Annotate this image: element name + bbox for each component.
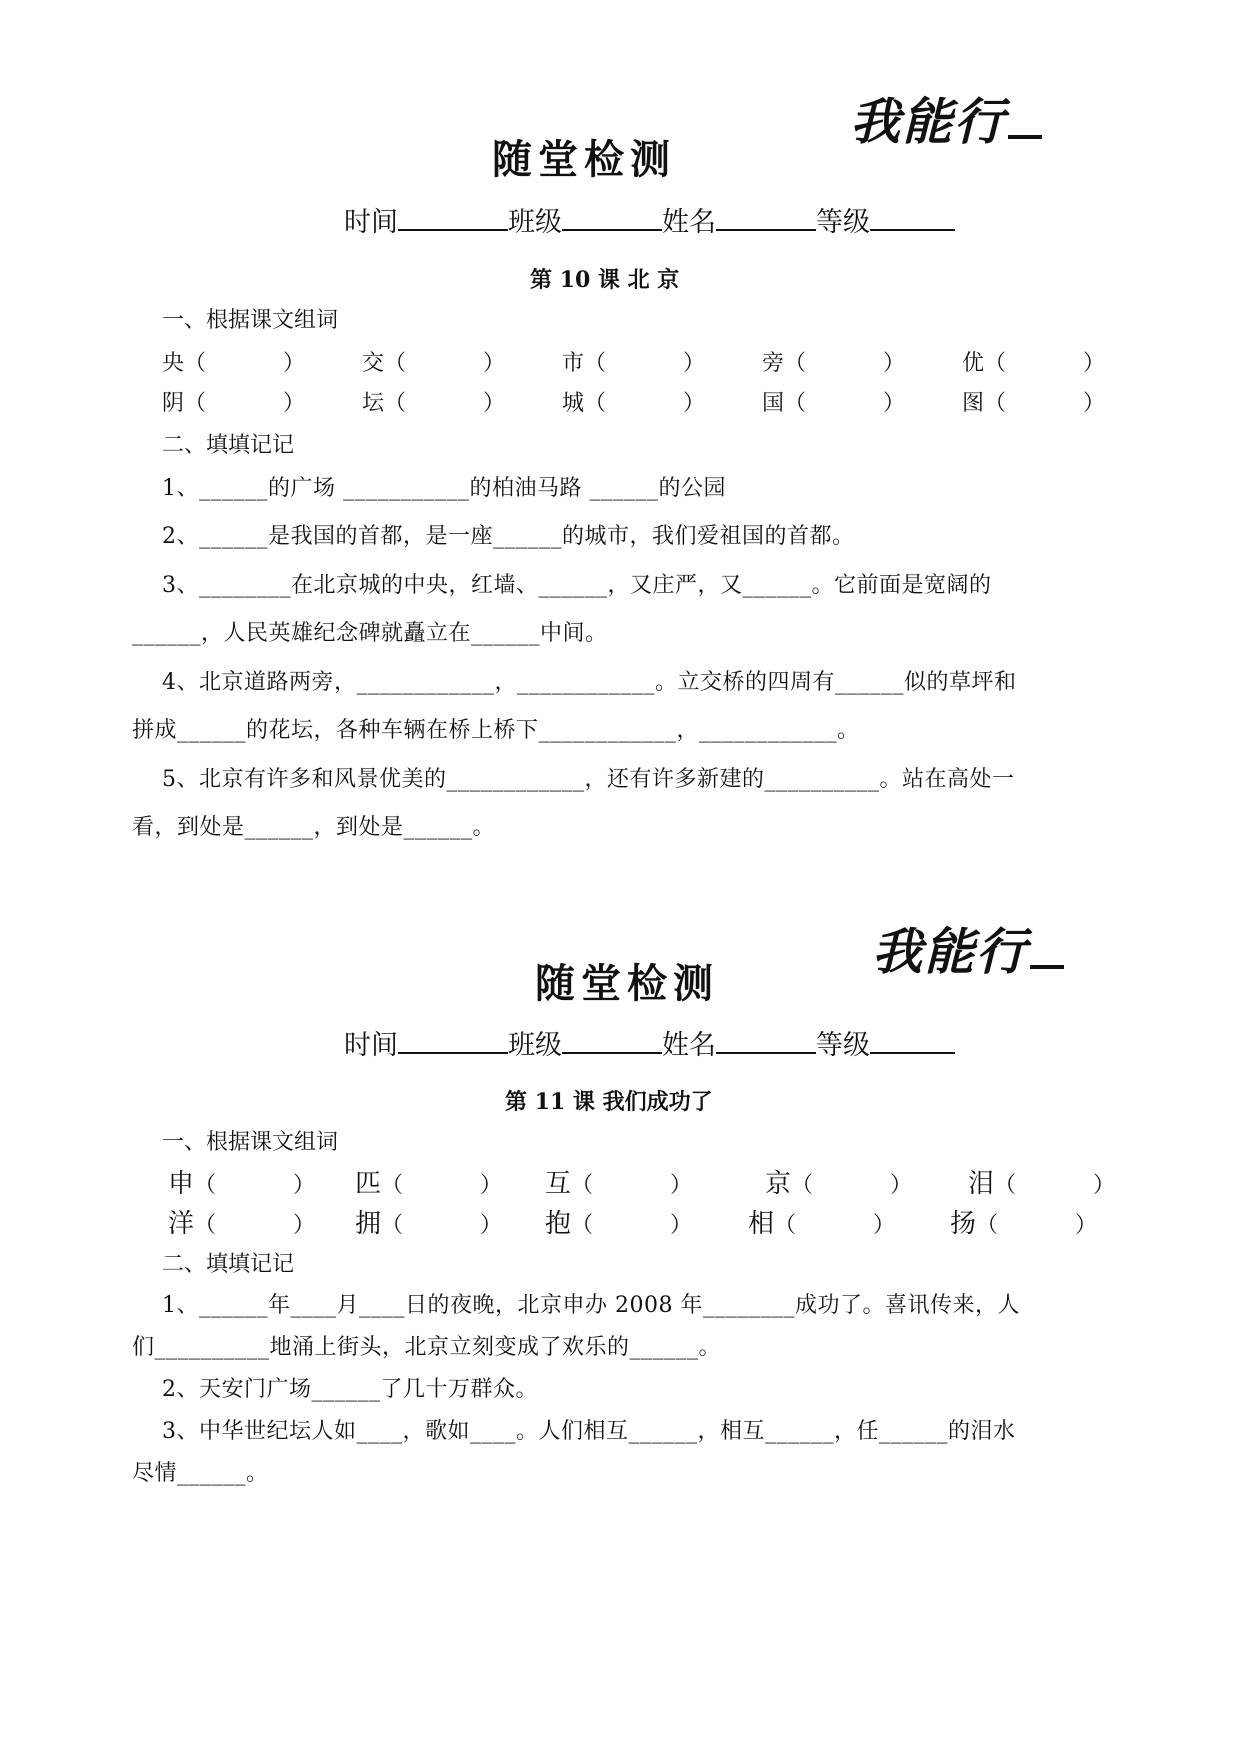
slogan-text: 我能行 (872, 922, 1028, 981)
word-item: 抱（ ） (545, 1209, 693, 1239)
fill-line: 1、______的广场 ___________的柏油马路 ______的公园 (162, 476, 726, 501)
grade-field[interactable] (870, 1026, 955, 1054)
class-label: 班级 (508, 207, 562, 238)
grade-label: 等级 (816, 207, 870, 238)
worksheet-title: 随堂检测 (535, 960, 719, 1007)
word-item: 坛（ ） (362, 391, 506, 416)
time-field[interactable] (398, 203, 508, 231)
name-label: 姓名 (662, 207, 716, 238)
word-item: 匹（ ） (355, 1169, 503, 1199)
fill-line: 1、______年____月____日的夜晚，北京申办 2008 年________成功了。喜讯传来，人 (162, 1293, 1020, 1318)
fill-line: 5、北京有许多和风景优美的____________，还有许多新建的__________。站在高处一 (162, 767, 1015, 792)
name-field[interactable] (716, 1026, 816, 1054)
lesson-title: 第 10 课 北 京 (530, 267, 680, 293)
word-item: 市（ ） (562, 351, 706, 376)
word-item: 图（ ） (962, 391, 1106, 416)
class-label: 班级 (508, 1030, 562, 1061)
word-item: 央（ ） (162, 351, 306, 376)
fill-line: 尽情______。 (132, 1461, 269, 1486)
word-item: 国（ ） (762, 391, 906, 416)
word-item: 互（ ） (545, 1169, 693, 1199)
word-item: 旁（ ） (762, 351, 906, 376)
word-item: 交（ ） (362, 351, 506, 376)
slogan-underline (1008, 135, 1042, 139)
fill-line: 2、______是我国的首都，是一座______的城市，我们爱祖国的首都。 (162, 524, 855, 549)
slogan-underline (1030, 965, 1064, 969)
word-item: 城（ ） (562, 391, 706, 416)
lesson-title: 第 11 课 我们成功了 (505, 1089, 713, 1115)
grade-label: 等级 (816, 1030, 870, 1061)
section-fill-in: 二、填填记记 (162, 433, 295, 458)
word-item: 优（ ） (962, 351, 1106, 376)
time-label: 时间 (344, 1030, 398, 1061)
word-item: 拥（ ） (355, 1209, 503, 1239)
fill-line: 4、北京道路两旁，____________，____________。立交桥的四周有______似的草坪和 (162, 670, 1017, 695)
worksheet-title: 随堂检测 (492, 136, 676, 183)
class-field[interactable] (562, 1026, 662, 1054)
fill-line: 看，到处是______，到处是______。 (132, 815, 496, 840)
fill-line: 们__________地涌上街头，北京立刻变成了欢乐的______。 (132, 1335, 722, 1360)
time-field[interactable] (398, 1026, 508, 1054)
section-word-building: 一、根据课文组词 (162, 308, 339, 333)
time-label: 时间 (344, 207, 398, 238)
name-field[interactable] (716, 203, 816, 231)
name-label: 姓名 (662, 1030, 716, 1061)
fill-line: 3、________在北京城的中央，红墙、______，又庄严，又______。它前面是宽阔的 (162, 573, 992, 598)
slogan-stamp (850, 82, 1042, 154)
word-item: 扬（ ） (950, 1209, 1098, 1239)
section-fill-in: 二、填填记记 (162, 1252, 295, 1277)
word-item: 相（ ） (748, 1209, 896, 1239)
word-item: 申（ ） (168, 1169, 316, 1199)
class-field[interactable] (562, 203, 662, 231)
word-item: 洋（ ） (168, 1209, 316, 1239)
fill-line: 3、中华世纪坛人如____，歌如____。人们相互______，相互______，任______的泪水 (162, 1419, 1016, 1444)
info-header (344, 200, 955, 239)
word-item: 京（ ） (765, 1169, 913, 1199)
fill-line: ______，人民英雄纪念碑就矗立在______中间。 (132, 621, 608, 646)
slogan-stamp (872, 912, 1064, 984)
word-item: 泪（ ） (968, 1169, 1116, 1199)
section-word-building: 一、根据课文组词 (162, 1130, 339, 1155)
fill-line: 2、天安门广场______了几十万群众。 (162, 1377, 538, 1402)
grade-field[interactable] (870, 203, 955, 231)
fill-line: 拼成______的花坛，各种车辆在桥上桥下____________，____________。 (132, 718, 860, 743)
word-item: 阴（ ） (162, 391, 306, 416)
info-header (344, 1023, 955, 1062)
slogan-text: 我能行 (850, 92, 1006, 151)
